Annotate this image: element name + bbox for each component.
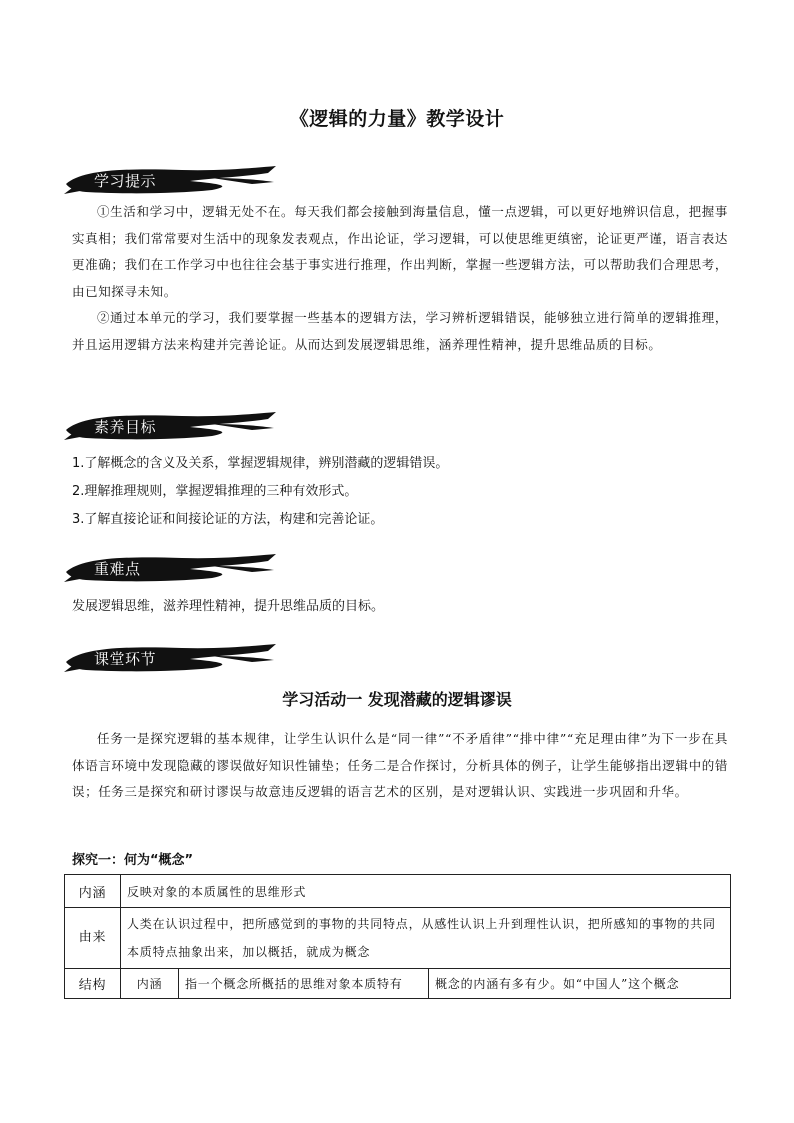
section-heading: 学习提示 bbox=[94, 172, 157, 190]
tips-paragraph-2: ②通过本单元的学习，我们要掌握一些基本的逻辑方法，学习辨析逻辑错误，能够独立进行简单的逻辑推理，并且运用逻辑方法来构建并完善论证。从而达到发展逻辑思维，涵养理性精神，提升思维品质的目标。 bbox=[72, 310, 728, 352]
tips-paragraph-1: ①生活和学习中，逻辑无处不在。每天我们都会接触到海量信息，懂一点逻辑，可以更好地辨识信息，把握事实真相；我们常常要对生活中的现象发表观点，作出论证，学习逻辑，可以使思维更缜密，论证更严谨，语言表达更准确；我们在工作学习中也往往会基于事实进行推理，作出判断，掌握一些逻辑方法，可以帮助我们合理思考，由已知探寻未知。 bbox=[72, 204, 728, 299]
goal-item: 3.了解直接论证和间接论证的方法，构建和完善论证。 bbox=[72, 512, 384, 527]
table-cell: 人类在认识过程中，把所感觉到的事物的共同特点，从感性认识上升到理性认识，把所感知的事物的共同本质特点抽象出来，加以概括，就成为概念 bbox=[121, 908, 731, 969]
table-row bbox=[65, 908, 731, 969]
section-banner-classroom bbox=[62, 642, 282, 674]
table-row bbox=[65, 969, 731, 999]
table-cell: 指一个概念所概括的思维对象本质特有 bbox=[179, 969, 429, 999]
explore-heading: 探究一：何为“概念” bbox=[72, 853, 194, 868]
table-sub-head: 内涵 bbox=[121, 969, 179, 999]
section-banner-goals bbox=[62, 410, 282, 442]
table-row-head: 内涵 bbox=[65, 875, 121, 908]
table-row bbox=[65, 875, 731, 908]
section-heading: 素养目标 bbox=[94, 418, 157, 436]
goal-item: 2.理解推理规则，掌握逻辑推理的三种有效形式。 bbox=[72, 484, 358, 499]
activity-paragraph: 任务一是探究逻辑的基本规律，让学生认识什么是“同一律”“不矛盾律”“排中律”“充足理由律”为下一步在具体语言环境中发现隐藏的谬误做好知识性铺垫；任务二是合作探讨，分析具体的例子，让学生能够指出逻辑中的错误；任务三是探究和研讨谬误与故意违反逻辑的语言艺术的区别，是对逻辑认识、实践进一步巩固和升华。 bbox=[72, 731, 728, 799]
table-row-head: 结构 bbox=[65, 969, 121, 999]
document-title: 《逻辑的力量》教学设计 bbox=[289, 108, 505, 130]
section-banner-tips bbox=[62, 164, 282, 196]
concept-table bbox=[64, 874, 731, 999]
section-banner-key-points bbox=[62, 552, 282, 584]
table-cell: 概念的内涵有多有少。如“中国人”这个概念 bbox=[429, 969, 731, 999]
activity-title: 学习活动一 发现潜藏的逻辑谬误 bbox=[282, 690, 512, 709]
section-heading: 重难点 bbox=[94, 560, 141, 578]
section-heading: 课堂环节 bbox=[94, 650, 157, 668]
table-cell: 反映对象的本质属性的思维形式 bbox=[121, 875, 731, 908]
table-row-head: 由来 bbox=[65, 908, 121, 969]
goal-item: 1.了解概念的含义及关系，掌握逻辑规律，辨别潜藏的逻辑错误。 bbox=[72, 456, 449, 471]
key-points-text: 发展逻辑思维，滋养理性精神，提升思维品质的目标。 bbox=[72, 599, 385, 614]
